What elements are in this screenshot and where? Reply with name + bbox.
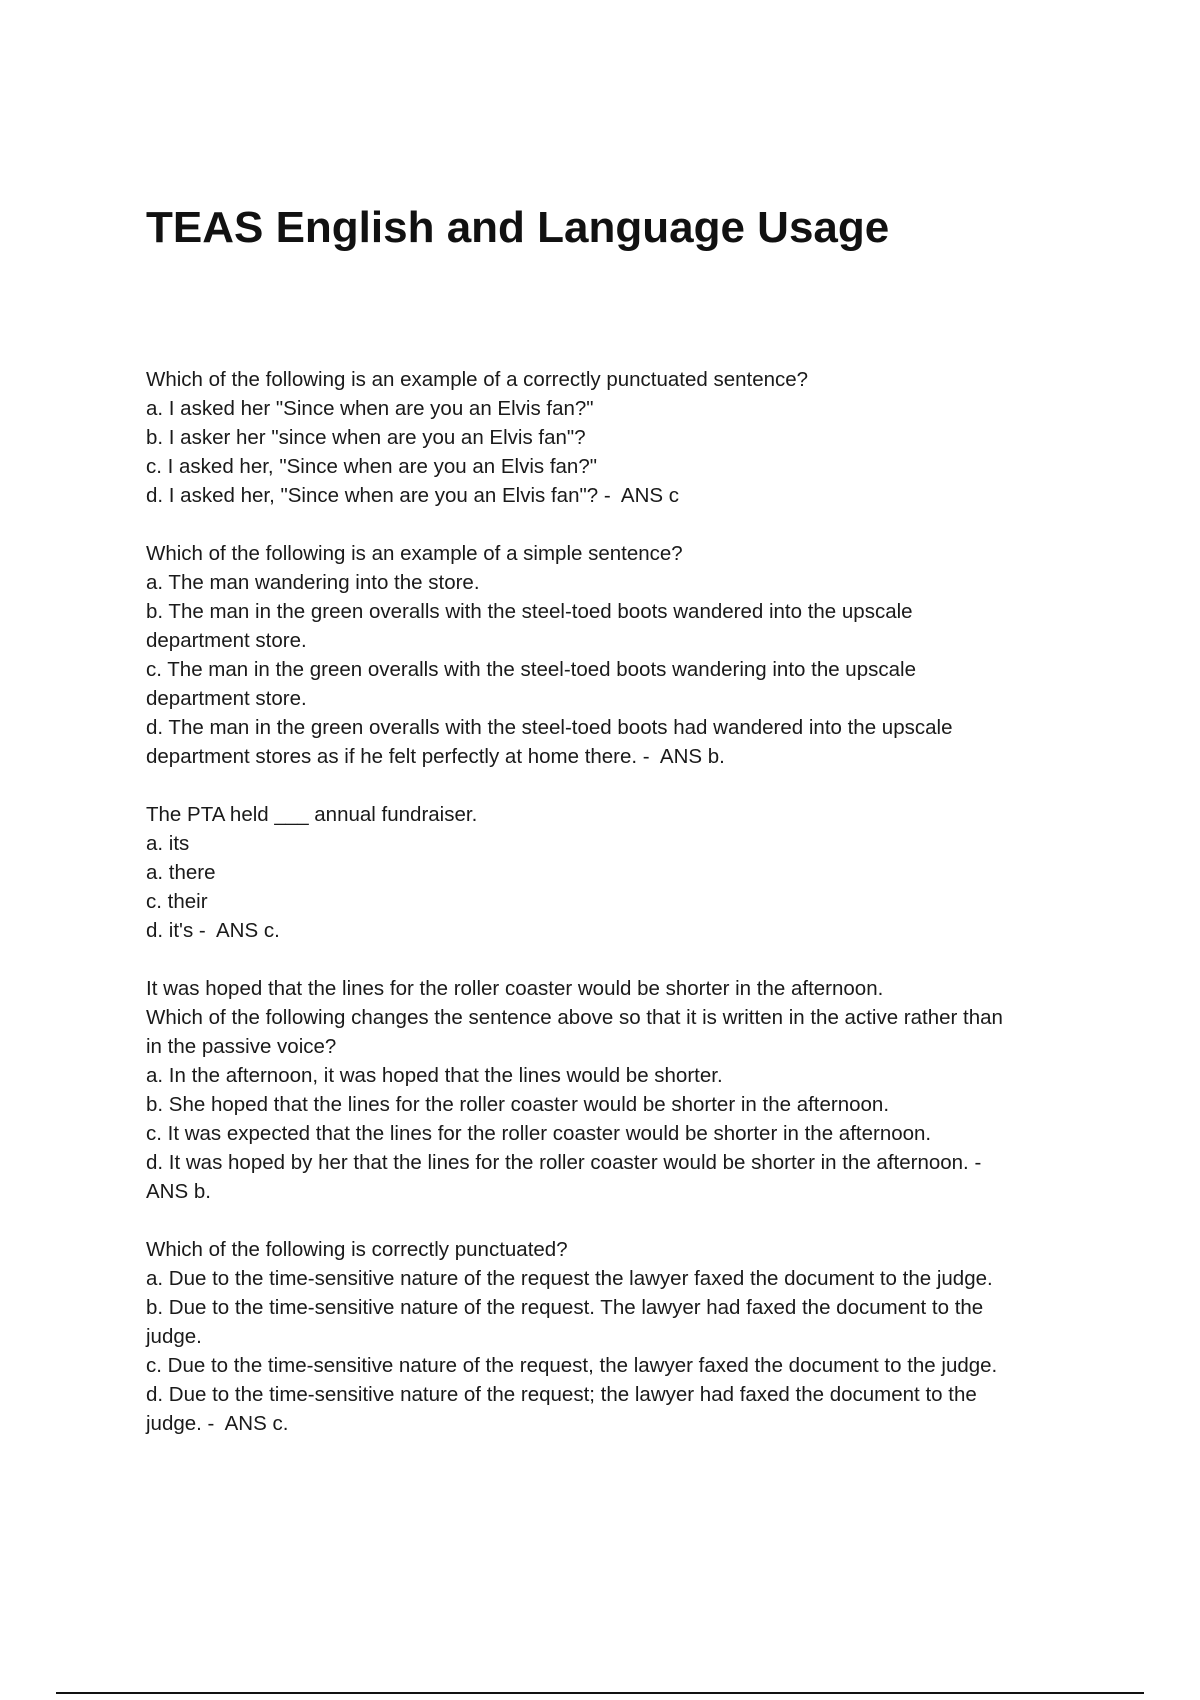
question-3-option-b: a. there (146, 861, 216, 884)
page-title: TEAS English and Language Usage (146, 203, 890, 252)
question-4 (146, 974, 1086, 1206)
question-5-option-d: d. Due to the time-sensitive nature of the request; the lawyer had faxed the document to the (146, 1383, 977, 1406)
question-5-option-b: b. Due to the time-sensitive nature of the request. The lawyer had faxed the document to the (146, 1296, 984, 1319)
question-1-option-a: a. I asked her "Since when are you an Elvis fan?" (146, 397, 594, 420)
question-4-stem-cont: in the passive voice? (146, 1035, 337, 1058)
question-3-option-a: a. its (146, 832, 190, 855)
question-2-option-d-answer: department stores as if he felt perfectly at home there. - ANS b. (146, 745, 725, 768)
question-2-option-b-cont: department store. (146, 629, 307, 652)
question-2-option-c-cont: department store. (146, 687, 307, 710)
question-4-option-a: a. In the afternoon, it was hoped that the lines would be shorter. (146, 1064, 723, 1087)
question-5-stem: Which of the following is correctly punctuated? (146, 1238, 568, 1261)
question-1-option-d-answer: d. I asked her, "Since when are you an Elvis fan"? - ANS c (146, 484, 680, 507)
question-3 (146, 800, 1086, 945)
question-5 (146, 1235, 1086, 1438)
question-2-option-a: a. The man wandering into the store. (146, 571, 480, 594)
question-3-stem: The PTA held ___ annual fundraiser. (146, 803, 478, 826)
question-5-option-c: c. Due to the time-sensitive nature of the request, the lawyer faxed the document to the judge. (146, 1354, 998, 1377)
question-3-option-d-answer: d. it's - ANS c. (146, 919, 280, 942)
question-4-option-c: c. It was expected that the lines for the roller coaster would be shorter in the afternoon. (146, 1122, 932, 1145)
question-1-stem: Which of the following is an example of a correctly punctuated sentence? (146, 368, 809, 391)
question-4-answer: ANS b. (146, 1180, 211, 1203)
question-list (146, 365, 1086, 1467)
question-4-option-b: b. She hoped that the lines for the roller coaster would be shorter in the afternoon. (146, 1093, 890, 1116)
question-2-option-c: c. The man in the green overalls with the steel-toed boots wandering into the upscale (146, 658, 916, 681)
footer-divider (56, 1692, 1144, 1694)
question-2-stem: Which of the following is an example of a simple sentence? (146, 542, 683, 565)
question-3-option-c: c. their (146, 890, 208, 913)
question-1-option-b: b. I asker her "since when are you an Elvis fan"? (146, 426, 586, 449)
question-1-option-c: c. I asked her, "Since when are you an Elvis fan?" (146, 455, 597, 478)
question-5-option-b-cont: judge. (146, 1325, 202, 1348)
question-5-option-a: a. Due to the time-sensitive nature of the request the lawyer faxed the document to the judge. (146, 1267, 993, 1290)
question-2-option-d: d. The man in the green overalls with the steel-toed boots had wandered into the upscale (146, 716, 953, 739)
question-4-stem: Which of the following changes the sentence above so that it is written in the active rather than (146, 1006, 1003, 1029)
question-1 (146, 365, 1086, 510)
question-2 (146, 539, 1086, 771)
question-2-option-b: b. The man in the green overalls with the steel-toed boots wandered into the upscale (146, 600, 913, 623)
question-5-option-d-answer: judge. - ANS c. (146, 1412, 289, 1435)
question-4-option-d: d. It was hoped by her that the lines for the roller coaster would be shorter in the afternoon. - (146, 1151, 982, 1174)
question-4-context: It was hoped that the lines for the roller coaster would be shorter in the afternoon. (146, 977, 884, 1000)
